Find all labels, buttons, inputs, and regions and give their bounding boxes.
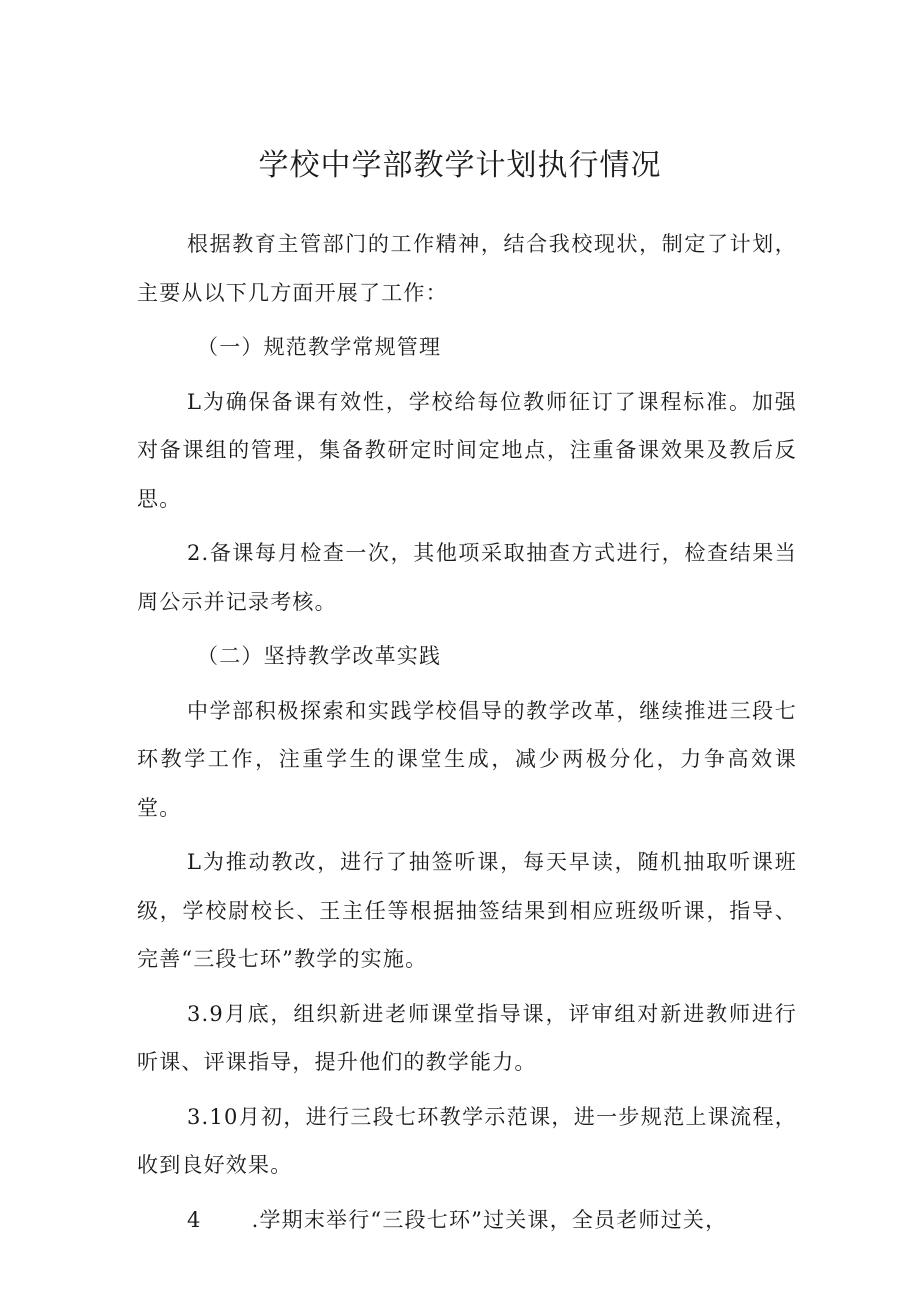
- item-text: .学期末举行“三段七环”过关课，全员老师过关，: [251, 1207, 728, 1232]
- document-body: [137, 220, 797, 1244]
- section1-item-1: L为确保备课有效性，学校给每位教师征订了课程标准。加强对备课组的管理，集备教研定时间定地点，注重备课效果及教后反思。: [137, 389, 797, 511]
- section-heading-2: （二）坚持教学改革实践: [197, 644, 442, 668]
- section2-item-4: [137, 1196, 797, 1245]
- document-title: 学校中学部教学计划执行情况: [258, 148, 662, 183]
- section2-item-1: L为推动教改，进行了抽签听课，每天早读，随机抽取听课班级，学校尉校长、王主任等根据抽签结果到相应班级听课，指导、完善“三段七环”教学的实施。: [137, 850, 797, 971]
- section2-item-3: 3.10月初，进行三段七环教学示范课，进一步规范上课流程，收到良好效果。: [137, 1104, 797, 1177]
- section2-item-2: 3.9月底，组织新进老师课堂指导课，评审组对新进教师进行听课、评课指导，提升他们的教学能力。: [137, 1001, 797, 1074]
- intro-paragraph: 根据教育主管部门的工作精神，结合我校现状，制定了计划，主要从以下几方面开展了工作：: [137, 232, 797, 305]
- section-heading-1: （一）规范教学常规管理: [197, 335, 442, 359]
- section1-item-2: 2.备课每月检查一次，其他项采取抽查方式进行，检查结果当周公示并记录考核。: [137, 541, 797, 614]
- item-number: 4: [187, 1207, 202, 1232]
- section2-intro: 中学部积极探索和实践学校倡导的教学改革，继续推进三段七环教学工作，注重学生的课堂生成，减少两极分化，力争高效课堂。: [137, 698, 797, 820]
